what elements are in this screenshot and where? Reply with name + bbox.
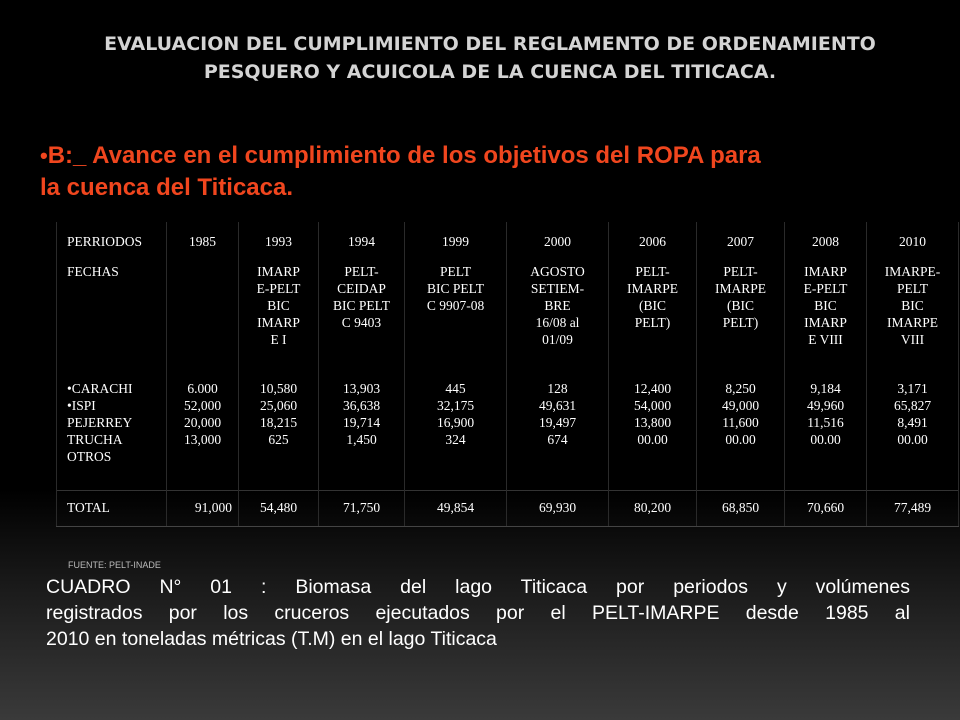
value: 324 [445,432,466,447]
values-cell [405,378,507,490]
fechas-line: BIC [901,298,924,313]
fechas-cell [867,260,959,378]
slide-title-line-2: PESQUERO Y ACUICOLA DE LA CUENCA DEL TITICACA. [203,61,777,83]
caption-line-3: 2010 en toneladas métricas (T.M) en el lago Titicaca [46,628,497,650]
period-cell: 1985 [167,222,239,260]
species-label: PEJERREY [67,415,133,430]
value: 3,171 [897,381,928,396]
value: 32,175 [436,398,475,413]
value: 18,215 [259,415,298,430]
total-cell: 91,000 [167,490,239,526]
fechas-cell [239,260,319,378]
value: 10,580 [259,381,298,396]
value: 12,400 [633,381,672,396]
fechas-line: E-PELT [803,281,848,296]
species-label: •CARACHI [67,381,133,396]
fechas-line: SETIEM- [530,281,585,296]
fechas-line: BRE [544,298,571,313]
value: 13,000 [183,432,222,447]
value: 16,900 [436,415,475,430]
value: 20,000 [183,415,222,430]
fechas-cell [405,260,507,378]
period-cell: 1999 [405,222,507,260]
values-cell [167,378,239,490]
value: 625 [268,432,289,447]
slide-subtitle-text-1: B:_ Avance en el cumplimiento de los objetivos del ROPA para [47,142,761,169]
value: 13,903 [342,381,381,396]
value: 11,600 [722,415,759,430]
period-cell: 2000 [507,222,609,260]
fechas-line: BIC [267,298,290,313]
values-cell [867,378,959,490]
total-cell: 80,200 [609,490,697,526]
fechas-line: C 9907-08 [426,298,485,313]
values-cell [785,378,867,490]
value: 8,491 [897,415,928,430]
value: 00.00 [810,432,841,447]
fechas-line: IMARPE [626,281,678,296]
period-cell: 1994 [319,222,405,260]
value: 00.00 [725,432,756,447]
value: 49,000 [721,398,760,413]
total-label: TOTAL [57,490,167,526]
fechas-line: (BIC [727,298,754,313]
value: 11,516 [807,415,844,430]
fechas-line: AGOSTO [530,264,585,279]
fechas-line: PELT) [634,315,671,330]
fechas-line: VIII [900,332,925,347]
species-list [57,378,167,490]
total-cell: 70,660 [785,490,867,526]
total-cell: 54,480 [239,490,319,526]
total-cell: 49,854 [405,490,507,526]
fechas-line: PELT [896,281,928,296]
biomass-table [56,222,959,527]
period-cell: 2010 [867,222,959,260]
value: 6.000 [187,381,218,396]
fechas-line: 01/09 [542,332,573,347]
fechas-line: IMARPE [714,281,766,296]
total-cell: 69,930 [507,490,609,526]
values-cell [239,378,319,490]
value: 49,960 [806,398,845,413]
fechas-line: E I [270,332,287,347]
value: 13,800 [633,415,672,430]
fechas-line: PELT [439,264,471,279]
fechas-cell [785,260,867,378]
fechas-line: C 9403 [341,315,382,330]
fechas-line: IMARP [257,315,300,330]
slide-subtitle-line-1 [40,140,890,172]
fechas-header: FECHAS [57,260,167,378]
fechas-cell [319,260,405,378]
fechas-line: IMARP [804,264,847,279]
source-note: FUENTE: PELT-INADE [68,560,161,570]
table-caption [46,574,910,652]
slide-subtitle-line-2: la cuenca del Titicaca. [40,174,294,201]
total-row [57,490,959,526]
values-cell [609,378,697,490]
species-values-row [57,378,959,490]
fechas-row [57,260,959,378]
fechas-line: 16/08 al [535,315,580,330]
caption-line-2: registrados por los cruceros ejecutados por el PELT-IMARPE desde 1985 al [46,602,910,624]
fechas-line: IMARPE- [884,264,941,279]
species-label: TRUCHA [67,432,123,447]
fechas-line: PELT- [344,264,379,279]
slide-title [70,30,910,86]
total-cell: 71,750 [319,490,405,526]
value: 25,060 [259,398,298,413]
fechas-line: BIC [814,298,837,313]
period-cell: 2007 [697,222,785,260]
slide-subtitle [40,140,890,204]
fechas-cell [609,260,697,378]
fechas-line: IMARP [804,315,847,330]
periods-row [57,222,959,260]
species-label: •ISPI [67,398,96,413]
value: 54,000 [633,398,672,413]
bullet-icon: • [40,143,48,168]
values-cell [507,378,609,490]
value: 674 [547,432,568,447]
value: 8,250 [725,381,756,396]
period-cell: 2006 [609,222,697,260]
species-label: OTROS [67,449,112,464]
value: 128 [547,381,568,396]
fechas-line: BIC PELT [333,298,390,313]
value: 00.00 [897,432,928,447]
value: 52,000 [183,398,222,413]
fechas-line: PELT- [635,264,670,279]
caption-line-1: CUADRO N° 01 : Biomasa del lago Titicaca por periodos y volúmenes [46,576,910,598]
total-cell: 77,489 [867,490,959,526]
fechas-line: PELT) [722,315,759,330]
periods-header: PERRIODOS [57,222,167,260]
value: 65,827 [893,398,932,413]
fechas-line: (BIC [639,298,666,313]
total-cell: 68,850 [697,490,785,526]
values-cell [319,378,405,490]
value: 9,184 [810,381,841,396]
value: 19,497 [538,415,577,430]
fechas-line: E-PELT [256,281,301,296]
value: 49,631 [538,398,577,413]
fechas-cell [507,260,609,378]
fechas-line: IMARPE [886,315,938,330]
value: 36,638 [342,398,381,413]
fechas-line: PELT- [723,264,758,279]
value: 1,450 [346,432,377,447]
slide-title-line-1: EVALUACION DEL CUMPLIMIENTO DEL REGLAMENTO DE ORDENAMIENTO [104,33,876,55]
fechas-line: IMARP [257,264,300,279]
fechas-cell [167,260,239,378]
period-cell: 2008 [785,222,867,260]
value: 19,714 [342,415,381,430]
fechas-line: CEIDAP [337,281,386,296]
fechas-cell [697,260,785,378]
period-cell: 1993 [239,222,319,260]
value: 00.00 [637,432,668,447]
fechas-line: BIC PELT [427,281,484,296]
values-cell [697,378,785,490]
fechas-line: E VIII [808,332,843,347]
value: 445 [445,381,466,396]
